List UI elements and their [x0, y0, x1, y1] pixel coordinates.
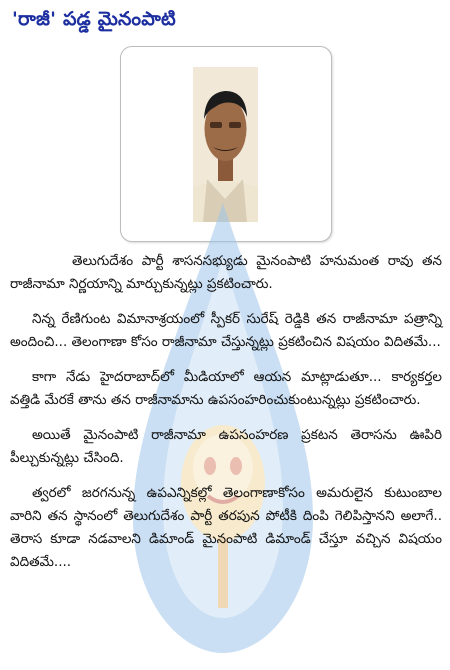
paragraph: నిన్న రేణిగుంట విమానాశ్రయంలో స్పీకర్ సురేష్ రెడ్డికి తన రాజీనామా పత్రాన్ని అందించి... తెలంగాణా కోసం రాజీనామా చేస్తున్నట్లు ప్రకటించిన విషయం విదితమే...: [10, 311, 442, 350]
paragraph: అయితే మైనంపాటి రాజీనామా ఉపసంహరణ ప్రకటన తెరాసను ఊపిరి పీల్చుకున్నట్లు చేసింది.: [10, 427, 442, 466]
paragraph: కాగా నేడు హైదరాబాద్‌లో మీడియాలో ఆయన మాట్లాడుతూ... కార్యకర్తల వత్తిడి మేరకే తాను తన రాజీనామాను ఉపసంహరించుకుంటున్నట్లు ప్రకటించారు.: [10, 369, 442, 408]
paragraph: తెలుగుదేశం పార్టీ శాసనసభ్యుడు మైనంపాటి హనుమంత రావు తన రాజీనామా నిర్ణయాన్ని మార్చుకున్నట్లు ప్రకటించారు.: [10, 253, 442, 292]
article-body: [10, 250, 442, 586]
article-headline: 'రాజీ' పడ్డ మైనంపాటి: [12, 8, 176, 30]
paragraph: త్వరలో జరగనున్న ఉపఎన్నికల్లో తెలంగాణాకోసం అమరులైన కుటుంబాల వారిని తన స్థానంలో తెలుగుదేశం పార్టీ తరపున పోటీకి దింపి గెలిపిస్తానని అలాగే.. తెరాస కూడా నడవాలని డిమాండ్ మైనంపాటి డిమాండ్ చేస్తూ వచ్చిన విషయం విదితమే....: [10, 485, 442, 570]
